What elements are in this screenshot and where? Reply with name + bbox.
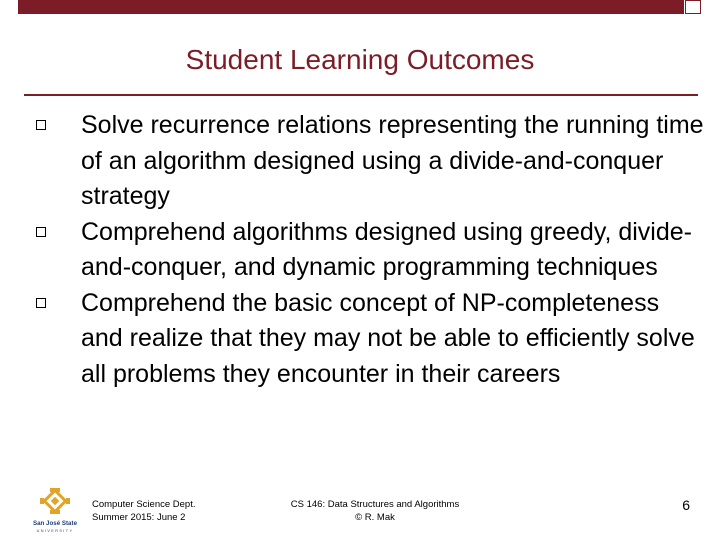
list-item-text: Comprehend the basic concept of NP-completeness and realize that they may not be able to efficiently solve all problems they encounter in their careers bbox=[81, 288, 695, 388]
hollow-square-bullet-icon bbox=[36, 298, 46, 308]
footer-dept: Computer Science Dept. bbox=[92, 499, 196, 510]
footer-author: © R. Mak bbox=[355, 511, 395, 523]
footer-course-info bbox=[272, 499, 478, 524]
logo-wordmark: San José State bbox=[32, 520, 78, 527]
title-divider bbox=[24, 94, 698, 96]
footer-course: CS 146: Data Structures and Algorithms bbox=[290, 499, 460, 510]
list-item bbox=[36, 215, 706, 286]
top-accent-band bbox=[18, 0, 684, 14]
logo-subtext: UNIVERSITY bbox=[36, 529, 74, 533]
top-accent-box bbox=[685, 0, 701, 14]
slide-number: 6 bbox=[682, 497, 690, 513]
list-item bbox=[36, 108, 706, 215]
university-logo-icon bbox=[28, 486, 82, 536]
top-decoration-bar bbox=[18, 0, 702, 16]
slide-title: Student Learning Outcomes bbox=[185, 44, 535, 75]
list-item-text: Solve recurrence relations representing the running time of an algorithm designed using a divide-and-conquer strategy bbox=[81, 111, 704, 210]
hollow-square-bullet-icon bbox=[36, 120, 46, 130]
list-item bbox=[36, 286, 706, 393]
outcomes-list bbox=[36, 108, 706, 392]
list-item-text: Comprehend algorithms designed using greedy, divide-and-conquer, and dynamic programming techniques bbox=[81, 217, 692, 281]
footer-term: Summer 2015: June 2 bbox=[92, 511, 186, 523]
footer-dept-info bbox=[92, 499, 196, 524]
hollow-square-bullet-icon bbox=[36, 227, 46, 237]
